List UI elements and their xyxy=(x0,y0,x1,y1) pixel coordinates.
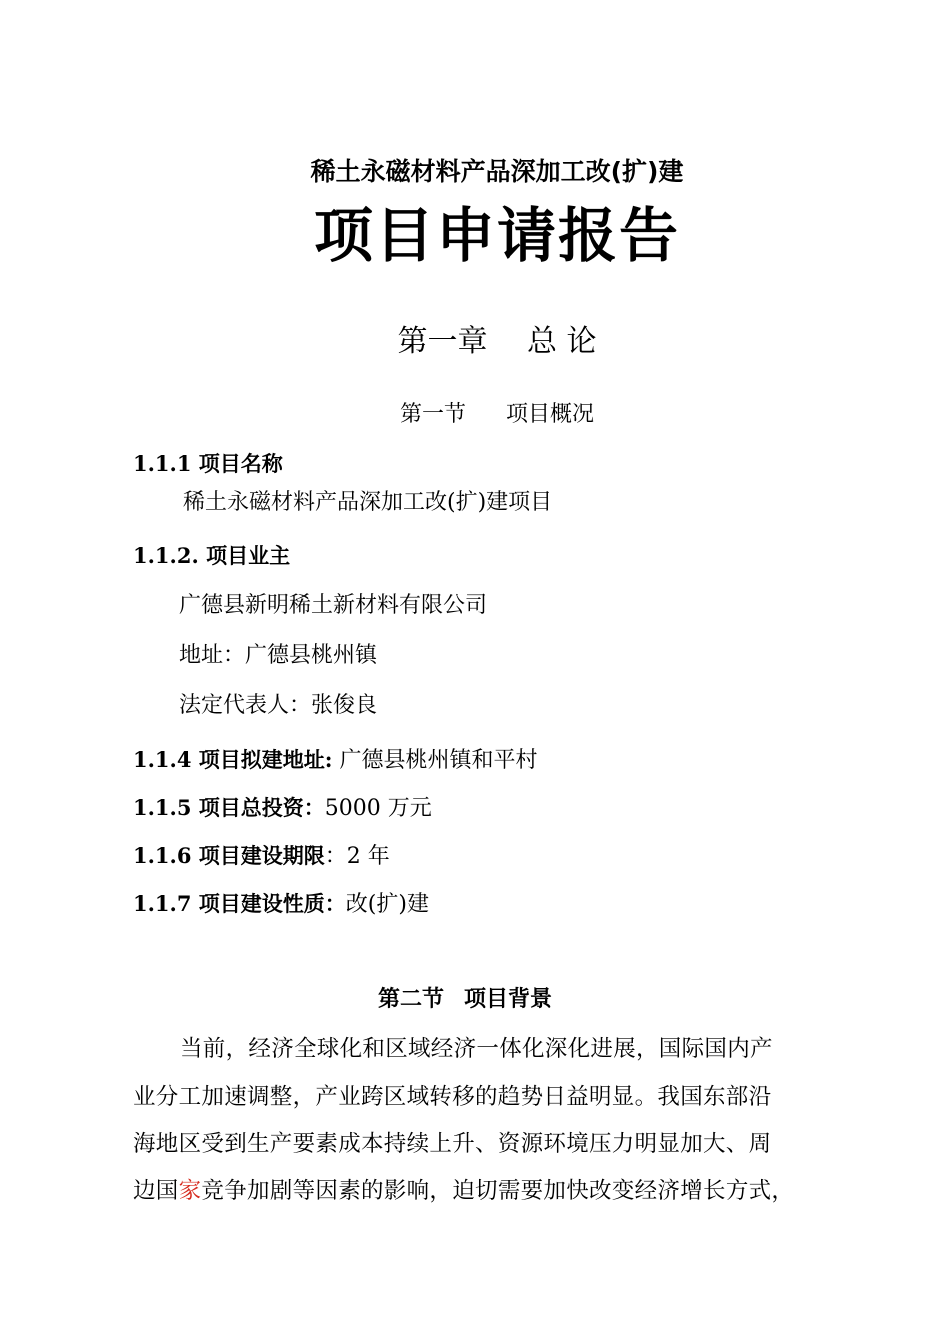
background-line-3: 海地区受到生产要素成本持续上升、资源环境压力明显加大、周 xyxy=(133,1131,772,1157)
item-project-owner xyxy=(133,539,290,573)
section-number: 第一节 xyxy=(399,402,466,427)
owner-address: 地址：广德县桃州镇 xyxy=(179,643,378,668)
item-construction-nature xyxy=(133,887,429,922)
background-line-2: 业分工加速调整，产业跨区域转移的趋势日益明显。我国东部沿 xyxy=(133,1084,772,1110)
item-value: 广德县桃州镇和平村 xyxy=(332,748,538,773)
highlighted-char: 家 xyxy=(178,1178,202,1204)
item-total-investment xyxy=(133,791,432,826)
item-label: 1.1.2. 项目业主 xyxy=(133,543,291,568)
chapter-heading: 第一章 总 论 xyxy=(397,324,597,359)
item-value: ：2 年 xyxy=(324,844,390,869)
text-run: 边国 xyxy=(133,1178,179,1204)
section-heading-overview xyxy=(22,398,950,432)
section-title: 项目概况 xyxy=(506,402,595,427)
item-label: 1.1.6 项目建设期限 xyxy=(133,843,325,868)
text-run: 竞争加剧等因素的影响，迫切需要加快改变经济增长方式， xyxy=(201,1178,795,1204)
project-name-value: 稀土永磁材料产品深加工改(扩)建项目 xyxy=(183,490,553,515)
background-line-4 xyxy=(133,1174,873,1208)
owner-company: 广德县新明稀土新材料有限公司 xyxy=(179,593,488,618)
item-label: 1.1.5 项目总投资： xyxy=(133,795,325,820)
item-project-site xyxy=(133,743,538,778)
item-label: 1.1.7 项目建设性质： xyxy=(133,891,346,916)
item-project-name xyxy=(133,447,283,481)
section-number: 第二节 xyxy=(377,986,444,1012)
item-value: 5000 万元 xyxy=(324,796,432,821)
report-subtitle: 稀土永磁材料产品深加工改(扩)建 xyxy=(310,157,684,186)
item-label: 1.1.1 项目名称 xyxy=(133,451,283,476)
owner-representative: 法定代表人：张俊良 xyxy=(179,693,378,718)
item-value: 改(扩)建 xyxy=(345,892,429,917)
item-label: 1.1.4 项目拟建地址: xyxy=(133,747,333,772)
report-title: 项目申请报告 xyxy=(313,201,680,270)
section-title: 项目背景 xyxy=(464,986,553,1012)
background-line-1: 当前，经济全球化和区域经济一体化深化进展，国际国内产 xyxy=(180,1036,773,1062)
section-heading-background xyxy=(0,982,940,1016)
item-construction-period xyxy=(133,839,390,874)
